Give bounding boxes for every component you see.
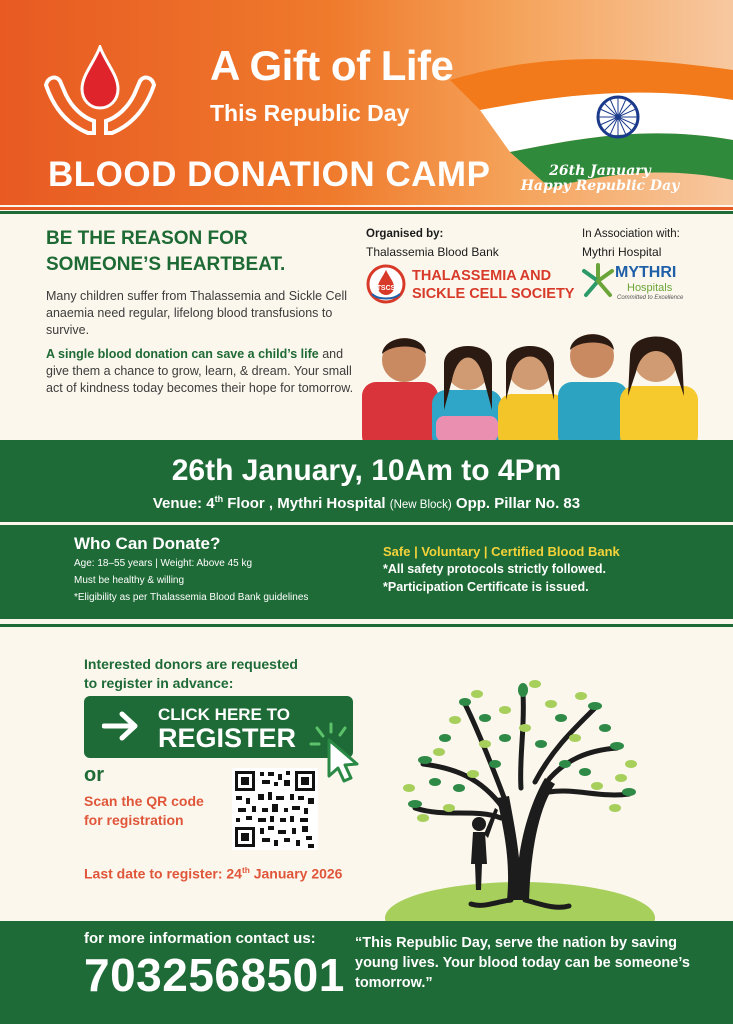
camp-title: BLOOD DONATION CAMP	[48, 155, 491, 194]
mythri-logo-icon	[582, 262, 614, 300]
qr-code-icon[interactable]	[232, 768, 318, 850]
tscs-badge: TSCS	[376, 285, 396, 292]
register-button-label: REGISTER	[158, 723, 297, 753]
page-subtitle: This Republic Day	[210, 100, 410, 126]
child-3	[498, 346, 566, 450]
intro-rest: and give them a chance to grow, learn, & dream. Your small act of kindness today becomes their hope for tomorrow.	[46, 347, 354, 395]
who-can-donate-title: Who Can Donate?	[74, 534, 221, 553]
last-date-suffix: January 2026	[249, 865, 343, 882]
republic-day-greeting	[500, 164, 700, 194]
register-button-top: CLICK HERE TO	[158, 705, 290, 724]
contact-label: for more information contact us:	[84, 930, 316, 947]
tscs-logo-icon	[366, 264, 406, 304]
page-title: A Gift of Life	[210, 42, 454, 89]
society-name-line2: SICKLE CELL SOCIETY	[412, 286, 575, 302]
intro-paragraph-2	[46, 346, 366, 397]
footer-quote: “This Republic Day, serve the nation by saving young lives. Your blood today can be someone’s tomorrow.”	[355, 935, 690, 991]
arrow-right-icon	[102, 710, 140, 742]
divider-orange	[0, 207, 733, 210]
child-5	[620, 337, 698, 451]
mythri-logo-text: MYTHRI	[615, 264, 677, 281]
event-venue	[0, 494, 733, 512]
scan-qr-line1: Scan the QR code	[84, 793, 204, 809]
child-1	[362, 338, 438, 450]
event-date-time: 26th January, 10Am to 4Pm	[171, 454, 562, 487]
safety-protocols: *All safety protocols strictly followed.	[383, 562, 606, 576]
reason-heading	[46, 226, 346, 278]
last-date-prefix: Last date to register: 24	[84, 865, 242, 882]
child-2	[432, 346, 502, 450]
society-name-line1: THALASSEMIA AND	[412, 268, 552, 284]
intro-highlight: A single blood donation can save a child’s life	[46, 347, 319, 361]
blood-drop-hands-icon	[44, 45, 156, 140]
association-name: Mythri Hospital	[582, 245, 662, 259]
tree-icon	[385, 668, 655, 921]
child-4	[558, 334, 628, 450]
reason-heading-line1: BE THE REASON FOR	[46, 228, 248, 249]
venue-suffix: Opp. Pillar No. 83	[451, 495, 581, 512]
last-date-text	[84, 865, 342, 882]
scan-qr-line2: for registration	[84, 812, 184, 828]
association-label: In Association with:	[582, 228, 680, 240]
mythri-logo-sub: Hospitals	[627, 282, 673, 294]
republic-day-wish: Happy Republic Day	[520, 178, 680, 194]
divider-green-2	[0, 624, 733, 627]
scan-qr-text	[84, 792, 244, 830]
intro-paragraph: Many children suffer from Thalassemia and Sickle Cell anaemia need regular, lifelong blood transfusions to survive.	[46, 289, 348, 337]
safety-certificate: *Participation Certificate is issued.	[383, 580, 589, 594]
venue-prefix: Venue: 4	[152, 495, 215, 512]
venue-main: Floor , Mythri Hospital	[223, 495, 390, 512]
republic-day-date: 26th January	[549, 163, 651, 179]
eligibility-age-weight: Age: 18–55 years | Weight: Above 45 kg	[74, 558, 253, 569]
divider-green	[0, 211, 733, 214]
organiser-name: Thalassemia Blood Bank	[366, 245, 499, 259]
organised-by-label: Organised by:	[366, 228, 444, 240]
venue-sup: th	[214, 494, 224, 504]
child-silhouette	[471, 808, 498, 890]
reason-heading-line2: SOMEONE’S HEARTBEAT.	[46, 254, 286, 275]
mythri-tagline: Committed to Excellence	[617, 295, 684, 301]
register-intro	[84, 655, 364, 693]
register-intro-line2: to register in advance:	[84, 675, 234, 691]
header-banner	[0, 0, 733, 205]
eligibility-health: Must be healthy & willing	[74, 575, 185, 586]
contact-phone[interactable]: 7032568501	[84, 949, 345, 1001]
or-text: or	[84, 764, 104, 786]
venue-block: (New Block)	[389, 499, 452, 511]
last-date-sup: th	[241, 865, 250, 875]
society-name	[412, 267, 574, 303]
register-intro-line1: Interested donors are requested	[84, 656, 298, 672]
eligibility-guidelines: *Eligibility as per Thalassemia Blood Bank guidelines	[74, 592, 309, 603]
safety-title: Safe | Voluntary | Certified Blood Bank	[383, 544, 620, 559]
children-photo	[358, 320, 703, 450]
